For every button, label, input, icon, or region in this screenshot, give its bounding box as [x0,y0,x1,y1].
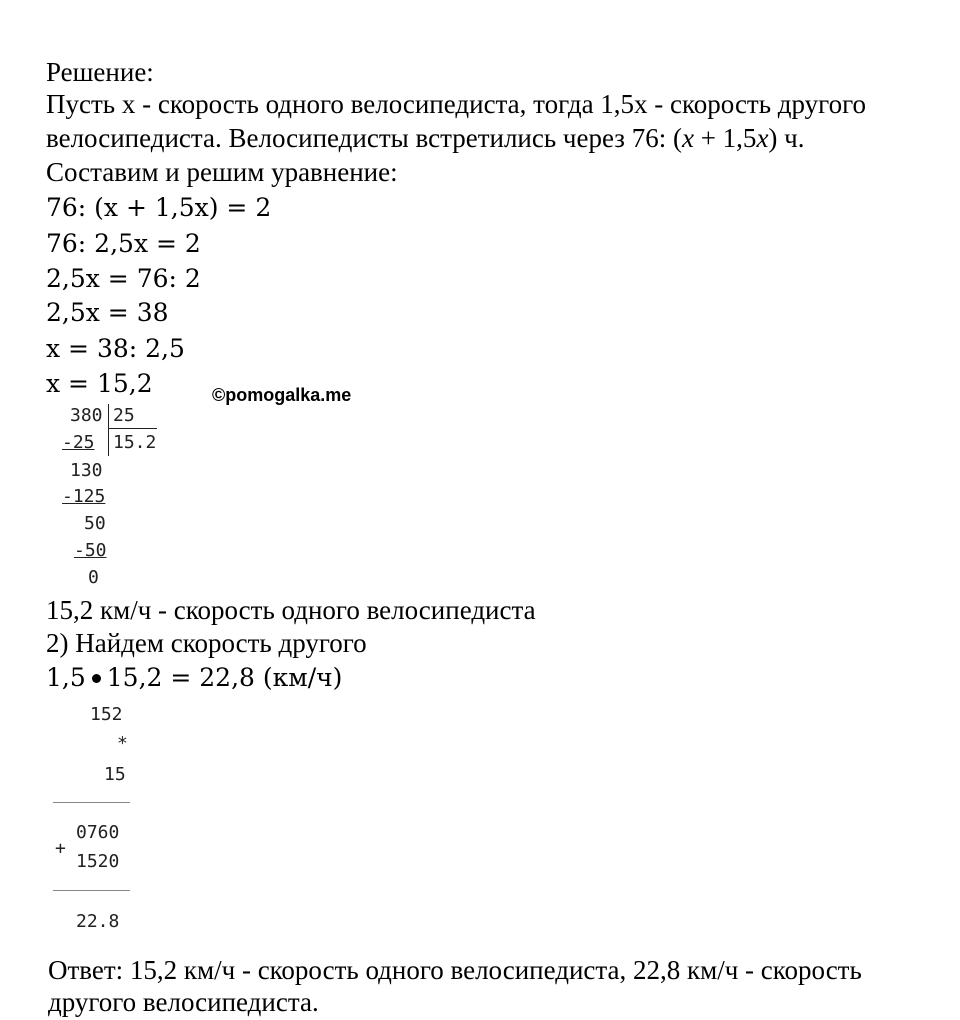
division-vertical-bar [108,404,109,456]
equation-7-factor: 1,5 [46,663,86,692]
multiplication-top: 152 [90,704,123,725]
equation-intro: Составим и решим уравнение: [46,157,398,187]
division-remainder-1: 130 [70,460,103,481]
multiplication-result: 22.8 [76,911,120,932]
division-remainder-2: 50 [84,513,106,534]
multiplication-rule-2 [53,890,130,891]
answer-line-2: другого велосипедиста. [48,987,319,1017]
equation-4: 2,5x = 38 [46,298,169,327]
solution-heading: Решение: [46,57,154,87]
equation-2: 76: 2,5x = 2 [46,229,201,258]
division-subtract-1: -25 [62,432,95,453]
math-plus: + 1,5 [693,123,757,153]
multiplication-plus: + [55,838,66,859]
multiplication-partial-1: 0760 [76,822,120,843]
paragraph-line-2-end: ) ч. [768,123,805,153]
equation-3: 2,5x = 76: 2 [46,264,201,293]
division-horizontal-bar [109,428,157,429]
equation-7-rest: 15,2 = 22,8 (км/ч) [106,663,343,692]
equation-6: x = 15,2 [46,369,153,398]
math-variable-x: x [756,123,769,153]
multiplication-partial-2: 1520 [76,851,120,872]
watermark: ©pomogalka.me [212,385,352,405]
division-divisor: 25 [113,405,135,426]
paragraph-line-2-text: велосипедиста. Велосипедисты встретились через 76: ( [46,123,682,153]
paragraph-line-2 [46,122,805,154]
multiplication-rule-1 [53,802,130,803]
equation-7 [46,662,342,694]
division-subtract-2: -125 [62,486,106,507]
division-quotient: 15.2 [113,432,157,453]
multiplication-operator: * [117,733,128,754]
answer-line-1: Ответ: 15,2 км/ч - скорость одного велосипедиста, 22,8 км/ч - скорость [48,955,862,985]
paragraph-line-1: Пусть х - скорость одного велосипедиста, тогда 1,5х - скорость другого [46,89,866,119]
multiplication-bottom: 15 [104,764,126,785]
division-dividend: 380 [70,405,103,426]
result-line-1: 15,2 км/ч - скорость одного велосипедиста [46,595,536,625]
equation-5: x = 38: 2,5 [46,334,185,363]
division-subtract-3: -50 [74,540,107,561]
step-2-heading: 2) Найдем скорость другого [46,628,367,658]
equation-1: 76: (x + 1,5x) = 2 [46,193,272,222]
math-variable-x: x [681,123,694,153]
multiply-dot-icon [92,674,101,683]
division-remainder-3: 0 [88,567,99,588]
